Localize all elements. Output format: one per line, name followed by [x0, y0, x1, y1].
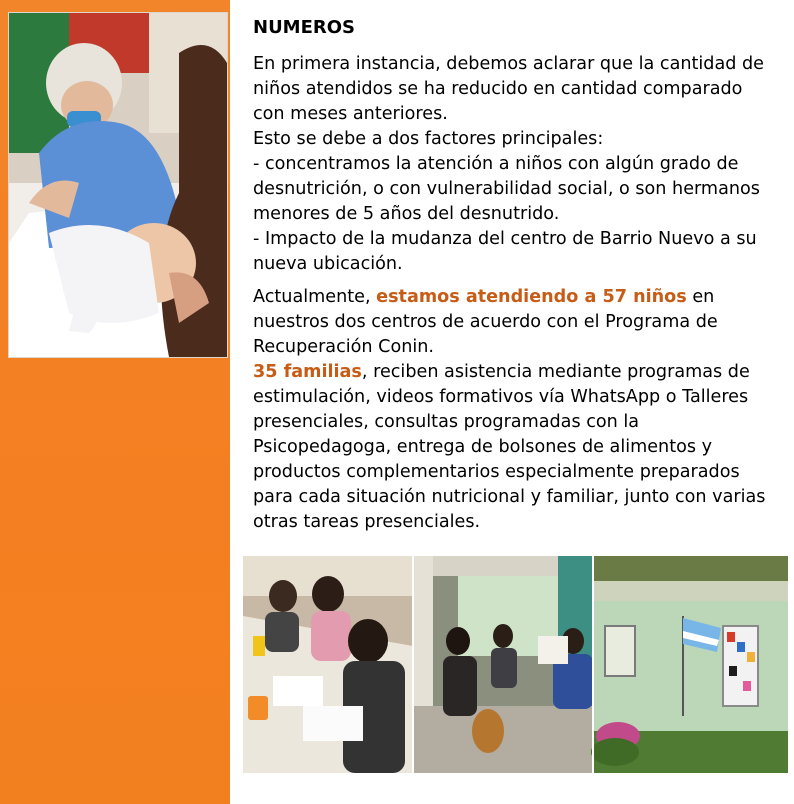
main-text — [253, 16, 773, 535]
paragraph-gap — [253, 277, 773, 285]
attendance-paragraph — [253, 285, 773, 360]
families-text: , reciben asistencia mediante programas de estimulación, videos formativos vía WhatsApp o Talleres presenciales, consultas programadas con la Psicopedagoga, entrega de bolsones de alimentos y productos complementarios especialmente preparados para cada situación nutricional y familiar, junto con varias otras tareas presenciales. — [253, 362, 766, 532]
photo-workshop — [243, 556, 413, 773]
photo-baby-checkup — [8, 12, 228, 358]
factor-one: - concentramos la atención a niños con algún grado de desnutrición, o con vulnerabilidad social, o son hermanos menores de 5 años del desnutrido. — [253, 154, 760, 224]
factor-two: - Impacto de la mudanza del centro de Barrio Nuevo a su nueva ubicación. — [253, 229, 757, 274]
photo-strip — [243, 556, 788, 773]
section-title: NUMEROS — [253, 17, 356, 38]
families-highlight: 35 familias — [253, 362, 362, 382]
attendance-prefix: Actualmente, — [253, 287, 377, 307]
photo-patio — [413, 556, 593, 773]
factors-line: Esto se debe a dos factores principales: — [253, 129, 604, 149]
attendance-highlight: estamos atendiendo a 57 niños — [376, 287, 687, 307]
intro-line: En primera instancia, debemos aclarar que la cantidad de niños atendidos se ha reducido en cantidad comparado con meses anteriores. — [253, 54, 764, 124]
photo-center-building — [591, 556, 788, 773]
families-paragraph — [253, 360, 773, 535]
attendance-suffix: en nuestros dos centros de acuerdo con el Programa de Recuperación Conin. — [253, 287, 718, 357]
